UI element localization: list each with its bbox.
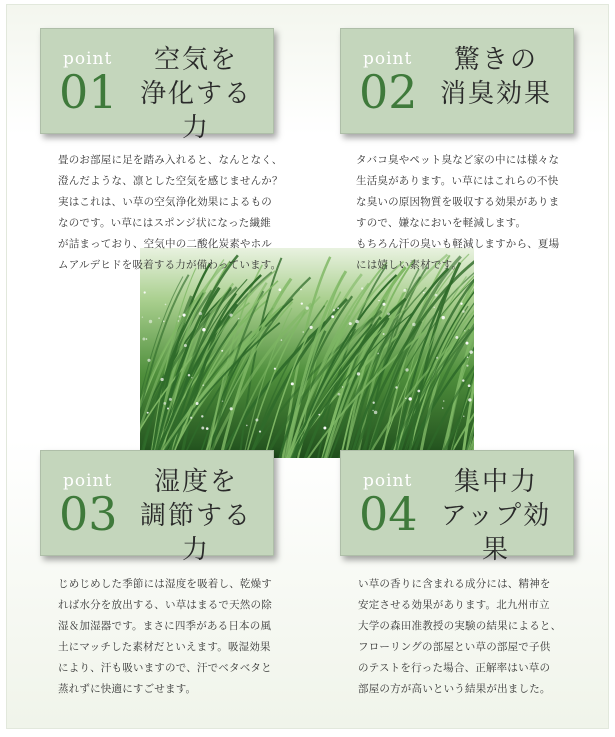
text-line: 安定させる効果があります。北九州市立	[358, 599, 550, 611]
dew-drop	[333, 309, 335, 311]
dew-drop	[147, 359, 150, 362]
dew-drop	[222, 400, 223, 401]
dew-drop	[405, 368, 408, 371]
dew-drop	[349, 322, 352, 325]
point-text-04	[358, 574, 608, 700]
dew-drop	[158, 317, 160, 319]
dew-drop	[455, 336, 458, 339]
point-number: 03	[59, 487, 118, 541]
dew-drop	[201, 415, 203, 417]
dew-drop	[357, 372, 360, 375]
text-line: 生活臭があります。い草にはこれらの不快	[356, 175, 559, 187]
dew-drop	[372, 410, 373, 411]
dew-drop	[387, 312, 390, 315]
dew-drop	[378, 300, 379, 301]
dew-drop	[300, 289, 302, 291]
text-line: れば水分を放出する、い草はまるで天然の除	[58, 599, 272, 611]
point-card-02	[340, 28, 574, 134]
point-text-02	[356, 150, 606, 276]
dew-drop	[338, 393, 341, 396]
text-line: タバコ臭やペット臭など家の中には様々な	[356, 154, 560, 166]
point-title-line: 湿度を	[153, 467, 238, 497]
dew-drop	[309, 326, 312, 329]
point-card-03	[40, 450, 274, 565]
dew-drop	[202, 384, 204, 386]
dew-drop	[433, 307, 434, 308]
point-title-line: 集中力	[453, 467, 538, 497]
text-line: 蒸れずに快適にすごせます。	[58, 683, 197, 695]
dew-drop	[361, 287, 363, 289]
dew-drop	[443, 400, 445, 402]
text-line: 湿＆加湿器です。まさに四季がある日本の風	[58, 620, 272, 632]
dew-drop	[281, 339, 282, 340]
point-label: point	[363, 471, 413, 491]
point-card-04	[340, 450, 574, 565]
dew-drop	[337, 307, 339, 309]
text-line: フローリングの部屋とい草の部屋で子供	[358, 641, 551, 653]
dew-drop	[229, 313, 232, 316]
text-line: な臭いの原因物質を吸収する効果がありま	[356, 196, 560, 208]
dew-drop	[462, 379, 464, 381]
dew-drop	[163, 402, 166, 405]
dew-drop	[412, 323, 415, 326]
dew-drop	[142, 316, 143, 317]
dew-drop	[464, 330, 465, 331]
dew-drop	[468, 384, 471, 387]
text-line: なのです。い草にはスポンジ状になった繊維	[58, 217, 271, 229]
point-label: point	[63, 49, 113, 69]
dew-drop	[191, 377, 192, 378]
dew-drop	[183, 314, 186, 317]
point-title	[127, 465, 265, 567]
point-title-line: 空気を	[153, 45, 238, 75]
dew-drop	[468, 398, 471, 401]
dew-drop	[469, 350, 472, 353]
dew-drop	[442, 407, 443, 408]
dew-drop	[255, 419, 258, 422]
text-line: 実はこれは、い草の空気浄化効果によるもの	[58, 196, 272, 208]
point-title	[127, 43, 265, 145]
dew-drop	[403, 289, 406, 292]
dew-drop	[460, 303, 462, 305]
dew-drop	[163, 321, 165, 323]
point-number: 01	[59, 65, 118, 119]
dew-drop	[165, 304, 167, 306]
text-line: により、汗も吸いますので、汗でベタベタと	[58, 662, 272, 674]
text-line: じめじめした季節には湿度を吸着し、乾燥す	[58, 578, 272, 590]
dew-drop	[373, 402, 375, 404]
dew-drop	[178, 320, 179, 321]
dew-drop	[221, 350, 223, 352]
text-line: 部屋の方が高いという結果が出ました。	[358, 683, 551, 695]
grass-photo	[140, 248, 474, 458]
dew-drop	[179, 316, 181, 318]
point-label: point	[363, 49, 413, 69]
dew-drop	[144, 291, 146, 293]
point-title-line: 調節する力	[139, 501, 252, 565]
dew-drop	[466, 365, 468, 367]
text-line: 澄んだような、凛とした空気を感じませんか？	[58, 175, 283, 187]
dew-drop	[146, 338, 148, 340]
point-card-01	[40, 28, 274, 143]
dew-drop	[184, 344, 187, 347]
dew-drop	[279, 288, 282, 291]
dew-drop	[201, 427, 204, 430]
dew-drop	[274, 368, 276, 370]
text-line: 大学の森田准教授の実験の結果によると、	[358, 620, 562, 632]
dew-drop	[417, 390, 420, 393]
text-line: 土にマッチした素材だといえます。吸湿効果	[58, 641, 271, 653]
point-number: 04	[359, 487, 418, 541]
dew-drop	[405, 398, 406, 399]
text-line: のテストを行った場合、正解率はい草の	[358, 662, 551, 674]
dew-drop	[259, 431, 261, 433]
dew-drop	[202, 328, 205, 331]
text-line: 畳のお部屋に足を踏み入れると、なんとなく、	[58, 154, 283, 166]
point-title	[427, 43, 565, 111]
text-line: い草の香りに含まれる成分には、精神を	[358, 578, 551, 590]
dew-drop	[149, 320, 152, 323]
dew-drop	[167, 407, 169, 409]
point-title-line: 消臭効果	[439, 79, 552, 109]
dew-drop	[190, 417, 192, 419]
dew-drop	[246, 425, 248, 427]
dew-drop	[142, 338, 145, 341]
dew-drop	[303, 331, 304, 332]
dew-drop	[467, 357, 468, 358]
dew-drop	[377, 353, 379, 355]
dew-drop	[382, 303, 385, 306]
dew-drop	[318, 414, 320, 416]
dew-drop	[383, 333, 385, 335]
point-title-line: 驚きの	[453, 45, 538, 75]
dew-drop	[435, 294, 438, 297]
dew-drop	[206, 427, 209, 430]
dew-drop	[463, 416, 464, 417]
dew-drop	[423, 292, 424, 293]
dew-drop	[291, 382, 294, 385]
dew-drop	[306, 306, 309, 309]
text-line: が詰まっており、空気中の二酸化炭素やホル	[58, 238, 272, 250]
dew-drop	[436, 357, 438, 359]
dew-drop	[169, 398, 172, 401]
dew-drop	[441, 316, 444, 319]
dew-drop	[342, 386, 343, 387]
dew-drop	[466, 342, 469, 345]
dew-drop	[395, 386, 397, 388]
dew-drop	[355, 320, 359, 324]
dew-drop	[374, 411, 378, 415]
grass-image	[140, 248, 474, 458]
dew-drop	[196, 402, 199, 405]
dew-drop	[199, 312, 202, 315]
dew-drop	[230, 407, 233, 410]
dew-drop	[331, 315, 334, 318]
point-title	[427, 465, 565, 567]
text-line: もちろん汗の臭いも軽減しますから、夏場	[356, 238, 560, 250]
point-title-line: アップ効果	[440, 501, 552, 565]
dew-drop	[160, 378, 163, 381]
point-text-01	[58, 150, 308, 276]
dew-drop	[462, 310, 465, 313]
dew-drop	[301, 302, 303, 304]
point-text-03	[58, 574, 318, 700]
dew-drop	[188, 374, 190, 376]
dew-drop	[409, 397, 412, 400]
text-line: には嬉しい素材です。	[356, 259, 463, 271]
point-number: 02	[359, 65, 418, 119]
point-title-line: 浄化する力	[139, 79, 252, 143]
text-line: すので、嫌なにおいを軽減します。	[356, 217, 527, 229]
dew-drop	[147, 412, 149, 414]
dew-drop	[238, 318, 239, 319]
point-label: point	[63, 471, 113, 491]
text-line: ムアルデヒドを吸着する力が備わっています。	[58, 259, 282, 271]
dew-drop	[323, 427, 326, 430]
